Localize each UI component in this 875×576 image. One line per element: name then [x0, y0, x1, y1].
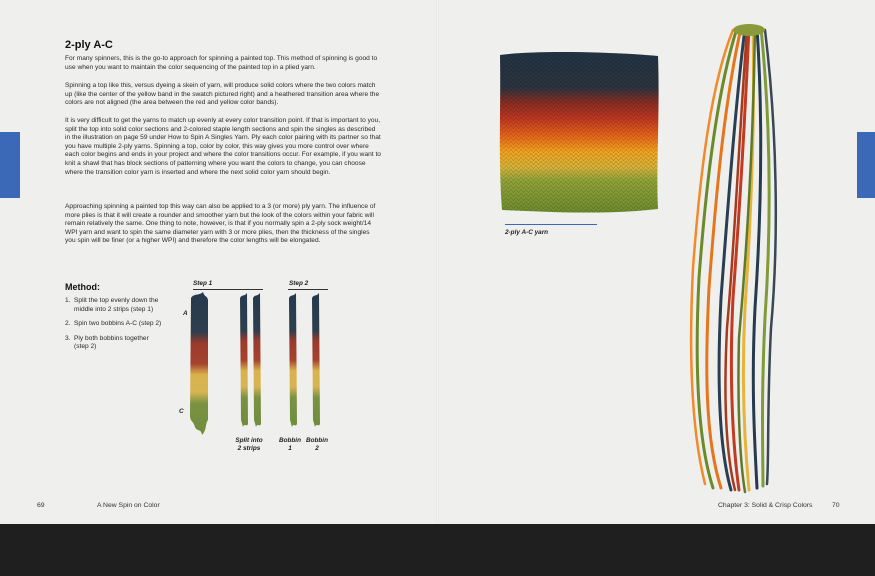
- bobbin-1-strip: [289, 293, 297, 427]
- method-title: Method:: [65, 282, 100, 292]
- chapter-tab-left: [0, 132, 20, 198]
- split-strip-1: [240, 293, 248, 427]
- bobbin2-caption-line2: 2: [315, 444, 319, 452]
- step-text: Split the top evenly down the middle into 2 strips (step 1): [74, 297, 159, 313]
- paragraph-3: It is very difficult to get the yarns to match up evenly at every color transition point. If that is important to you, split the top into solid color sections and 2-colored staple length sections and spin the singles as described in the illustration on page 59 under How to Spin A Singles Yarn. Ply each color pairing with its partner so that you have multiple 2-ply yarns. Spinning a top, color by color, this way gives you more control over where each color begins and ends in your project and where the color transitions occur. For example, if you want to knit a shawl that has block sections of patterning where you want the colors to change, you can choose where the transition color yarn is inserted and where the next solid color yarn should begin.: [65, 117, 381, 176]
- paragraph-2: Spinning a top like this, versus dyeing a skein of yarn, will produce solid colors where the two colors match up (like the center of the yellow band in the swatch pictured right) and a heathered transition area where the colors are not aligned (the area between the red and yellow color bands).: [65, 82, 380, 107]
- knitted-swatch-photo: [496, 49, 662, 216]
- step-number: 1.: [65, 297, 71, 304]
- marker-c: C: [179, 408, 184, 415]
- method-step: [65, 335, 165, 352]
- step1-label: Step 1: [193, 280, 213, 287]
- chapter-title: Chapter 3: Solid & Crisp Colors: [718, 502, 813, 509]
- paragraph-4: Approaching spinning a painted top this way can also be applied to a 3 (or more) ply yarn. The influence of more plies is that it will create a rounder and smoother yarn but the look of the colors within your fabric will remain relatively the same. One thing to note, however, is that if you normally spin a 2-ply sock weight/14 WPI yarn and want to spin the same diameter yarn with 3 or more plies, then the thickness of the singles you spin will be finer (or a higher WPI) and therefore the color lengths will be elongated.: [65, 203, 376, 245]
- method-step: [65, 297, 165, 314]
- step-text: Ply both bobbins together (step 2): [74, 334, 149, 351]
- section-heading: 2-ply A-C: [65, 39, 113, 51]
- bobbin1-caption-line1: Bobbin: [278, 437, 301, 444]
- bobbin-2-strip: [312, 293, 320, 427]
- bobbin2-caption: [304, 437, 330, 452]
- split-caption: [232, 437, 266, 452]
- step-text: Spin two bobbins A-C (step 2): [74, 320, 162, 328]
- painted-top: [190, 292, 208, 435]
- book-title: A New Spin on Color: [97, 502, 160, 509]
- page-number-right: 70: [832, 502, 840, 509]
- marker-a: A: [183, 310, 188, 317]
- bobbin1-caption: [277, 437, 303, 452]
- split-caption-line2: 2 strips: [237, 444, 261, 452]
- page-number-left: 69: [37, 502, 45, 509]
- paragraph-1: For many spinners, this is the go-to approach for spinning a painted top. This method of spinning is good to use when you want to maintain the color sequencing of the painted top in a plied yarn.: [65, 55, 378, 71]
- step-number: 2.: [65, 320, 71, 328]
- method-step: [65, 320, 165, 329]
- viewer-bottom-bar: [0, 524, 875, 576]
- method-list: [65, 297, 165, 358]
- bobbin2-caption-line1: Bobbin: [305, 437, 328, 444]
- split-strip-2: [253, 293, 261, 427]
- bobbin1-caption-line2: 1: [288, 444, 292, 452]
- chapter-tab-right: [857, 132, 875, 198]
- step-number: 3.: [65, 334, 71, 342]
- photo-caption: 2-ply A-C yarn: [505, 229, 549, 236]
- step2-label: Step 2: [289, 280, 309, 287]
- spinning-illustration: [185, 290, 335, 440]
- split-caption-line1: Split into: [235, 437, 263, 444]
- page-gutter: [436, 0, 439, 524]
- caption-rule: [505, 224, 597, 225]
- plied-yarn-skein-photo: [675, 18, 785, 496]
